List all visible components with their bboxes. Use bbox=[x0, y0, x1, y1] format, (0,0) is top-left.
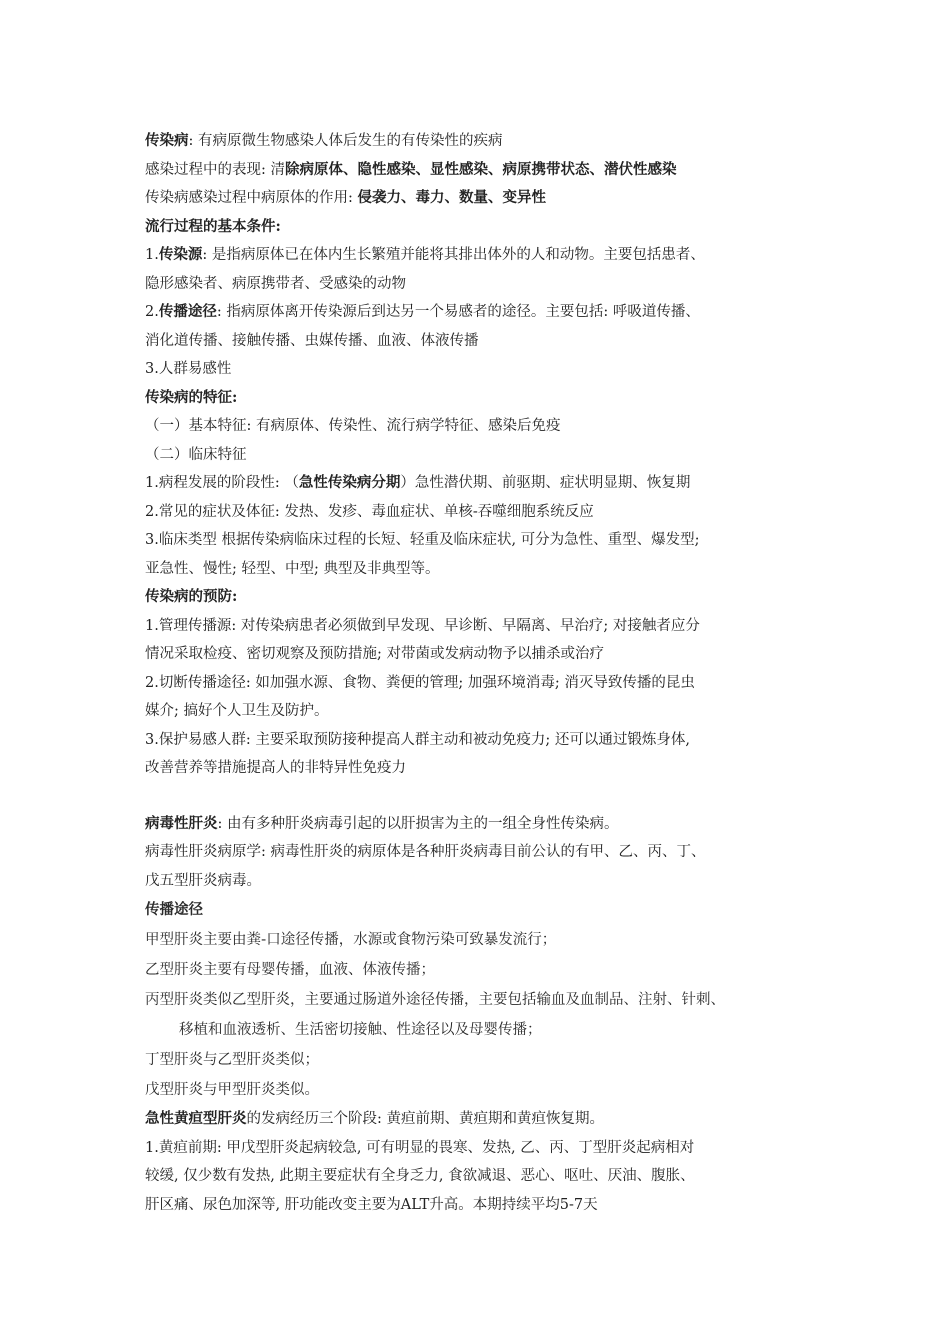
hepatitis-e-route: 戊型肝炎与甲型肝炎类似。 bbox=[145, 1082, 319, 1098]
disease-stages bbox=[145, 469, 815, 498]
clinical-types: 3.临床类型 根据传染病临床过程的长短、轻重及临床症状, 可分为急性、重型、爆发型; bbox=[145, 532, 700, 548]
pre-jaundice-stage-continued-2: 肝区痛、尿色加深等, 肝功能改变主要为ALT升高。本期持续平均5-7天 bbox=[145, 1196, 598, 1213]
transmission-route-line bbox=[145, 298, 815, 327]
clinical-types-continued: 亚急性、慢性; 轻型、中型; 典型及非典型等。 bbox=[145, 560, 440, 577]
infection-source-continued: 隐形感染者、病原携带者、受感染的动物 bbox=[145, 275, 406, 292]
pre-jaundice-stage-continued-1: 较缓, 仅少数有发热, 此期主要症状有全身乏力, 食欲减退、恶心、呕吐、厌油、腹胀、 bbox=[145, 1168, 695, 1184]
prevention-item-1: 1.管理传播源: 对传染病患者必须做到早发现、早诊断、早隔离、早治疗; 对接触者应分 bbox=[145, 617, 700, 634]
source-text: : 是指病原体已在体内生长繁殖并能将其排出体外的人和动物。主要包括患者、 bbox=[202, 247, 705, 263]
term-bold: 传染病 bbox=[145, 132, 189, 149]
route-text: : 指病原体离开传染源后到达另一个易感者的途径。主要包括: 呼吸道传播、 bbox=[216, 304, 700, 320]
viral-hepatitis-definition bbox=[145, 810, 815, 839]
acute-jaundice-hepatitis bbox=[145, 1105, 815, 1134]
hepatitis-b-route: 乙型肝炎主要有母婴传播，血液、体液传播； bbox=[145, 962, 435, 978]
hepatitis-term: 病毒性肝炎 bbox=[145, 814, 218, 832]
jaundice-term: 急性黄疸型肝炎 bbox=[145, 1110, 247, 1127]
symptoms-signs: 2.常见的症状及体征: 发热、发疹、毒血症状、单核-吞噬细胞系统反应 bbox=[145, 503, 594, 520]
hepatitis-etiology-continued: 戊五型肝炎病毒。 bbox=[145, 872, 261, 889]
source-term: 传染源 bbox=[158, 246, 203, 263]
definition-text: : 有病原微生物感染人体后发生的有传染性的疾病 bbox=[188, 133, 503, 149]
infectious-disease-definition bbox=[145, 127, 815, 156]
hepatitis-text: : 由有多种肝炎病毒引起的以肝损害为主的一组全身性传染病。 bbox=[217, 815, 619, 832]
transmission-route-continued: 消化道传播、接触传播、虫媒传播、血液、体液传播 bbox=[145, 332, 479, 349]
infection-items: 除病原体、隐性感染、显性感染、病原携带状态、潜伏性感染 bbox=[285, 160, 677, 178]
item-number: 2. bbox=[145, 304, 159, 320]
prevention-heading: 传染病的预防: bbox=[145, 588, 238, 605]
infection-source-line bbox=[145, 241, 815, 270]
item-number: 1. bbox=[145, 247, 159, 263]
hepatitis-c-route: 丙型肝炎类似乙型肝炎，主要通过肠道外途径传播，主要包括输血及血制品、注射、针刺、 bbox=[145, 992, 725, 1008]
prevention-item-3: 3.保护易感人群: 主要采取预防接种提高人群主动和被动免疫力; 还可以通过锻炼身体, bbox=[145, 731, 690, 748]
pathogen-prefix: 传染病感染过程中病原体的作用: bbox=[145, 190, 358, 206]
transmission-heading: 传播途径 bbox=[145, 902, 203, 918]
clinical-features: （二）临床特征 bbox=[145, 446, 247, 463]
stage-bold: 急性传染病分期 bbox=[298, 474, 401, 491]
prevention-item-1-continued: 情况采取检疫、密切观察及预防措施; 对带菌或发病动物予以捕杀或治疗 bbox=[145, 646, 604, 662]
hepatitis-c-route-continued: 移植和血液透析、生活密切接触、性途径以及母婴传播； bbox=[179, 1022, 542, 1038]
hepatitis-d-route: 丁型肝炎与乙型肝炎类似； bbox=[145, 1052, 319, 1068]
stage-prefix: 1.病程发展的阶段性: （ bbox=[145, 475, 299, 491]
stage-suffix: ）急性潜伏期、前驱期、症状明显期、恢复期 bbox=[400, 475, 691, 491]
pre-jaundice-stage: 1.黄疸前期: 甲戊型肝炎起病较急, 可有明显的畏寒、发热, 乙、丙、丁型肝炎起病相对 bbox=[145, 1139, 695, 1156]
infection-process-line bbox=[145, 156, 815, 185]
section-gap bbox=[145, 783, 815, 810]
infection-prefix: 感染过程中的表现: 清 bbox=[145, 161, 285, 178]
prevention-item-2: 2.切断传播途径: 如加强水源、食物、粪便的管理; 加强环境消毒; 消灭导致传播的昆虫 bbox=[145, 674, 695, 691]
prevention-item-2-continued: 媒介; 搞好个人卫生及防护。 bbox=[145, 703, 329, 719]
route-term: 传播途径 bbox=[158, 303, 217, 320]
prevention-item-3-continued: 改善营养等措施提高人的非特异性免疫力 bbox=[145, 760, 406, 776]
hepatitis-a-route: 甲型肝炎主要由粪-口途径传播，水源或食物污染可致暴发流行； bbox=[145, 932, 557, 948]
epidemic-conditions-heading: 流行过程的基本条件: bbox=[145, 217, 281, 235]
basic-features: （一）基本特征: 有病原体、传染性、流行病学特征、感染后免疫 bbox=[145, 418, 561, 434]
hepatitis-etiology: 病毒性肝炎病原学: 病毒性肝炎的病原体是各种肝炎病毒目前公认的有甲、乙、丙、丁、 bbox=[145, 844, 706, 860]
jaundice-text: 的发病经历三个阶段: 黄疸前期、黄疸期和黄疸恢复期。 bbox=[246, 1111, 604, 1127]
population-susceptibility: 3.人群易感性 bbox=[145, 361, 232, 377]
pathogen-items: 侵袭力、毒力、数量、变异性 bbox=[357, 189, 546, 206]
document-body bbox=[145, 127, 815, 1219]
pathogen-role-line bbox=[145, 184, 815, 213]
features-heading: 传染病的特征: bbox=[145, 388, 238, 406]
